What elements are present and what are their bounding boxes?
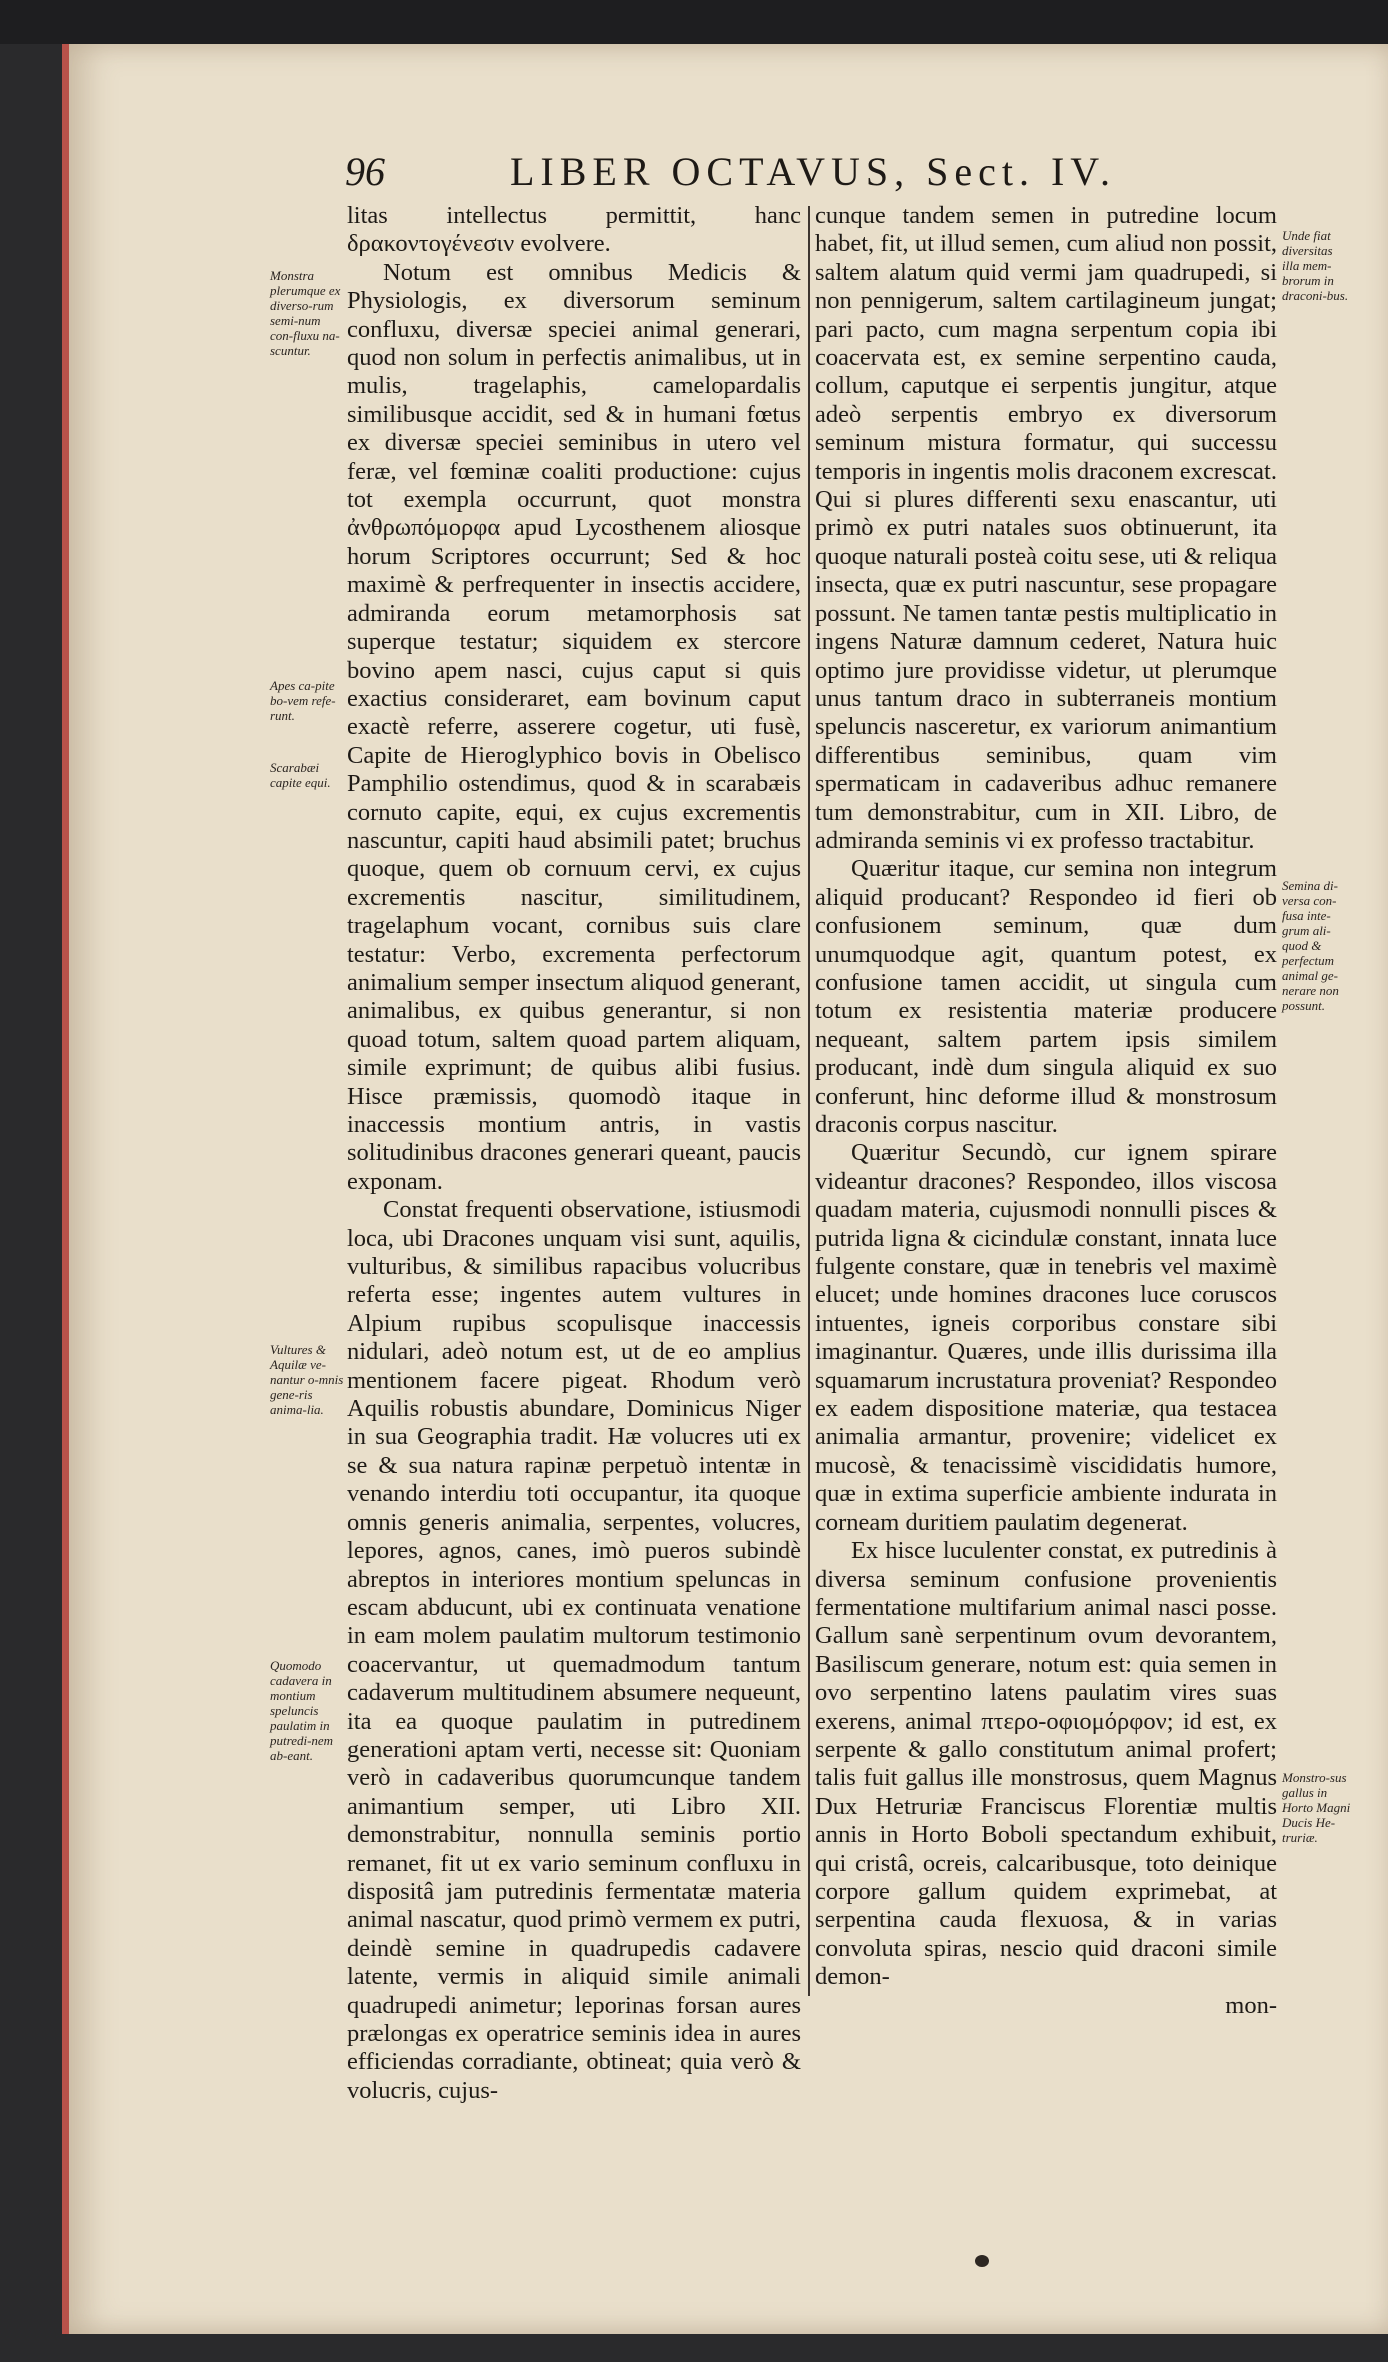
paragraph: Constat frequenti observatione, istiusmodi loca, ubi Dracones unquam visi sunt, aquilis, vulturibus, & similibus rapacibus volucribus referta esse; ingentes autem vultures in Alpium rupibus scopulisque inaccessis nidulari, adeò notum est, ut de eo amplius mentionem facere pigeat. Rhodum verò Aquilis robustis abundare, Dominicus Niger in sua Geographia tradit. Hæ volucres uti ex se & sua natura rapinæ perpetuò intentæ in venando interdiu toti occupantur, ita quoque omnis generis animalia, serpentes, volucres, lepores, agnos, canes, imò pueros subindè abreptos in interiores montium speluncas in escam abducunt, ubi ex continuata venatione in eam molem paulatim multorum testimonio coacervantur, ut quemadmodum tantum cadaverum multitudinem absumere nequeunt, ita ea quoque paulatim in putredinem generationi aptam verti, necesse sit: Quoniam verò in cadaveribus quorumcunque tandem animantium semper, uti Libro XII. demonstrabitur, nonnulla seminis portio remanet, fit ut ex vario seminum confluxu in dispositâ jam putredinis fermentatæ materia animal nascatur, quod primò vermem ex putri, deindè semine in quadrupedis cadavere latente, vermis in aliquid simile animali quadrupedi animetur; leporinas forsan aures prælongas ex operatrice seminis idea in aures efficiendas corradiante, obtineat; quia verò & volucris, cujus- (347, 1196, 801, 2104)
column-divider (808, 206, 810, 1996)
margin-note: Semina di-versa con-fusa inte-grum ali-quod & perfectum animal ge-nerare non possunt. (1282, 878, 1339, 1013)
margin-note: Unde fiat diversitas illa mem-brorum in draconi-bus. (1282, 228, 1349, 303)
paragraph: litas intellectus permittit, hanc δρακοντογένεσιν evolvere. (347, 202, 801, 258)
text-column-left (347, 202, 801, 2105)
page-number: 96 (345, 149, 385, 194)
margin-note: Vultures & Aquilæ ve-nantur o-mnis gene-ris anima-lia. (270, 1342, 344, 1417)
margin-note: Monstra plerumque ex diverso-rum semi-num con-fluxu na-scuntur. (270, 268, 341, 358)
paragraph: Quæritur itaque, cur semina non integrum aliquid producant? Respondeo id fieri ob confusionem seminum, quæ dum unumquodque agit, quantum potest, ex confusione tamen accidit, ut singula cum totum ex resistentia materiæ producere nequeant, saltem partem ipsis similem producant, indè dum singula aliquid ex suo conferunt, hinc deforme illud & monstrosum draconis corpus nascitur. (815, 855, 1277, 1138)
paragraph: Notum est omnibus Medicis & Physiologis, ex diversorum seminum confluxu, diversæ speciei animal generari, quod non solum in perfectis animalibus, ut in mulis, tragelaphis, camelopardalis similibusque accidit, sed & in humani fœtus ex diversæ speciei seminibus in utero vel feræ, vel fœminæ coaliti productione: cujus tot exempla occurrunt, quot monstra ἀνθρωπόμορφα apud Lycosthenem aliosque horum Scriptores occurrunt; Sed & hoc maximè & perfrequenter in insectis accidere, admiranda eorum metamorphosis sat superque testatur; siquidem ex stercore bovino apem nasci, cujus caput si quis exactius consideraret, eam bovinum caput exactè referre, asserere cogetur, uti fusè, Capite de Hieroglyphico bovis in Obelisco Pamphilio ostendimus, quod & in scarabæis cornuto capite, equi, ex cujus excrementis nascuntur, capiti haud absimili patet; bruchus quoque, quem ob cornuum cervi, ex cujus excrementis nascitur, similitudinem, tragelaphum vocant, cornibus suis clare testatur: Verbo, excrementa perfectorum animalium semper insectum aliquod generant, animalibus, ex quibus generantur, si non quoad totum, saltem quoad partem aliquam, simile exprimunt; de quibus alibi fusius. Hisce præmissis, quomodò itaque in inaccessis montium antris, in vastis solitudinibus dracones generari queant, paucis exponam. (347, 258, 801, 1195)
paragraph: Ex hisce luculenter constat, ex putredinis à diversa seminum confusione provenientis fermentatione multifarium animal nasci posse. Gallum sanè serpentinum ovum devorantem, Basiliscum generare, notum est: quia semen in ovo serpentino latens paulatim vires suas exerens, animal πτερο-οφιομόρφον; id est, ex serpente & gallo constitutum animal profert; talis fuit gallus ille monstrosus, quem Magnus Dux Hetruriæ Franciscus Florentiæ multis annis in Horto Boboli spectandum exhibuit, qui cristâ, ocreis, calcaribusque, toto deinique corpore gallum quidem exprimebat, at serpentina cauda flexuosa, & in varias convoluta spiras, nescio quid draconi simile demon- (815, 1537, 1277, 1991)
margin-note: Scarabæi capite equi. (270, 760, 331, 790)
text-column-right (815, 202, 1277, 2020)
page-title: LIBER OCTAVUS, Sect. IV. (510, 149, 1117, 194)
paragraph: cunque tandem semen in putredine locum habet, fit, ut illud semen, cum aliud non possit, saltem alatum quid vermi jam quadrupedi, si non pennigerum, saltem cartilagineum jungat; pari pacto, cum magna serpentum copia ibi coacervata est, ex semine serpentino cauda, collum, caputque ei serpentis jungitur, atque adeò serpentis embryo ex diversorum seminum mistura formatur, qui successu temporis in ingentis molis draconem excrescat. Qui si plures differenti sexu enascantur, uti primò ex putri natales suos obtinuerunt, ita quoque naturali posteà coitu sese, uti & reliqua insecta, quæ ex putri nascuntur, sese propagare possunt. Ne tamen tantæ pestis multiplicatio in ingens Naturæ damnum cederet, Natura huic optimo jure providisse videtur, ut plerumque unus tantum draco in subterraneis montium speluncis nasceretur, ex variorum animantium differentibus seminibus, quam vim spermaticam in cadaveribus adhuc remanere tum demonstrabitur, cum in XII. Libro, de admiranda seminis vi ex professo tractabitur. (815, 202, 1277, 854)
running-header (345, 148, 1285, 200)
margin-note: Monstro-sus gallus in Horto Magni Ducis He-truriæ. (1282, 1770, 1351, 1845)
catchword: mon- (1225, 1991, 1277, 2019)
paragraph: Quæritur Secundò, cur ignem spirare videantur dracones? Respondeo, illos viscosa quadam materia, cujusmodi nonnulli pisces & putrida ligna & cicindulæ constant, innata luce fulgente constare, quæ in tenebris vel maximè elucet; unde homines dracones luce coruscos intuentes, igneis corporibus constare sibi imaginantur. Quæres, unde illis durissima illa squamarum incrustatura proveniat? Respondeo ex eadem dispositione materiæ, qua testacea animalia armantur, provenire; videlicet ex mucosè, & tenacissimè viscididatis humore, quæ in extima superficie ambiente indurata in corneam duritiem paulatim degenerat. (815, 1139, 1277, 1536)
margin-note: Quomodo cadavera in montium speluncis paulatim in putredi-nem ab-eant. (270, 1658, 334, 1763)
margin-note: Apes ca-pite bo-vem refe-runt. (270, 678, 336, 723)
ink-spot (975, 2255, 989, 2267)
scan-background (0, 0, 1388, 44)
